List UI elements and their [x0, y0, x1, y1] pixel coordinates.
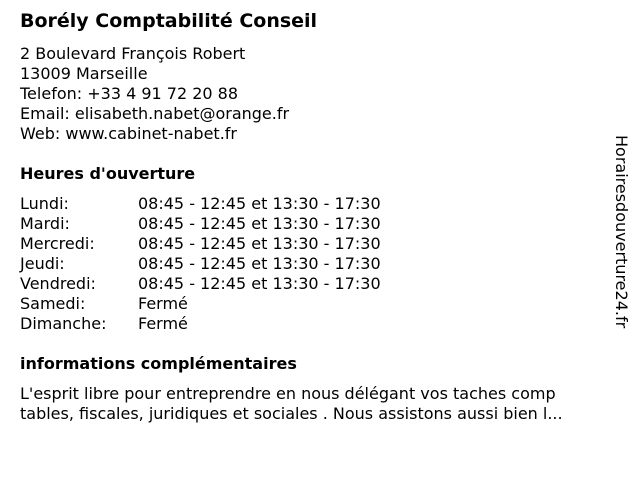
email-line: Email: elisabeth.nabet@orange.fr — [20, 104, 290, 123]
day-label: Mardi: — [20, 214, 70, 233]
hours-row — [20, 274, 381, 294]
hours-table — [20, 194, 381, 334]
day-time: 08:45 - 12:45 et 13:30 - 17:30 — [138, 214, 381, 233]
day-time: 08:45 - 12:45 et 13:30 - 17:30 — [138, 234, 381, 253]
address-city: 13009 Marseille — [20, 64, 148, 83]
phone-line: Telefon: +33 4 91 72 20 88 — [20, 84, 239, 103]
hours-row — [20, 234, 381, 254]
day-time: 08:45 - 12:45 et 13:30 - 17:30 — [138, 254, 381, 273]
watermark — [611, 135, 631, 345]
info-text — [20, 384, 620, 424]
hours-row — [20, 254, 381, 274]
address-street: 2 Boulevard François Robert — [20, 44, 246, 63]
watermark-text: Horairesdouverture24.fr — [612, 135, 631, 329]
day-label: Jeudi: — [20, 254, 65, 273]
day-time: 08:45 - 12:45 et 13:30 - 17:30 — [138, 194, 381, 213]
info-heading: informations complémentaires — [20, 354, 297, 373]
hours-row — [20, 294, 381, 314]
hours-heading: Heures d'ouverture — [20, 164, 196, 183]
day-label: Dimanche: — [20, 314, 107, 333]
info-line-1: L'esprit libre pour entreprendre en nous délégant vos taches comp — [20, 384, 556, 403]
day-label: Vendredi: — [20, 274, 96, 293]
web-line: Web: www.cabinet-nabet.fr — [20, 124, 237, 143]
day-label: Mercredi: — [20, 234, 95, 253]
day-time: 08:45 - 12:45 et 13:30 - 17:30 — [138, 274, 381, 293]
hours-row — [20, 314, 381, 334]
info-line-2: tables, fiscales, juridiques et sociales . Nous assistons aussi bien l... — [20, 404, 563, 423]
day-time: Fermé — [138, 294, 188, 313]
business-name: Borély Comptabilité Conseil — [20, 10, 318, 32]
contact-block — [20, 44, 289, 144]
day-time: Fermé — [138, 314, 188, 333]
hours-row — [20, 214, 381, 234]
day-label: Samedi: — [20, 294, 86, 313]
hours-row — [20, 194, 381, 214]
day-label: Lundi: — [20, 194, 69, 213]
